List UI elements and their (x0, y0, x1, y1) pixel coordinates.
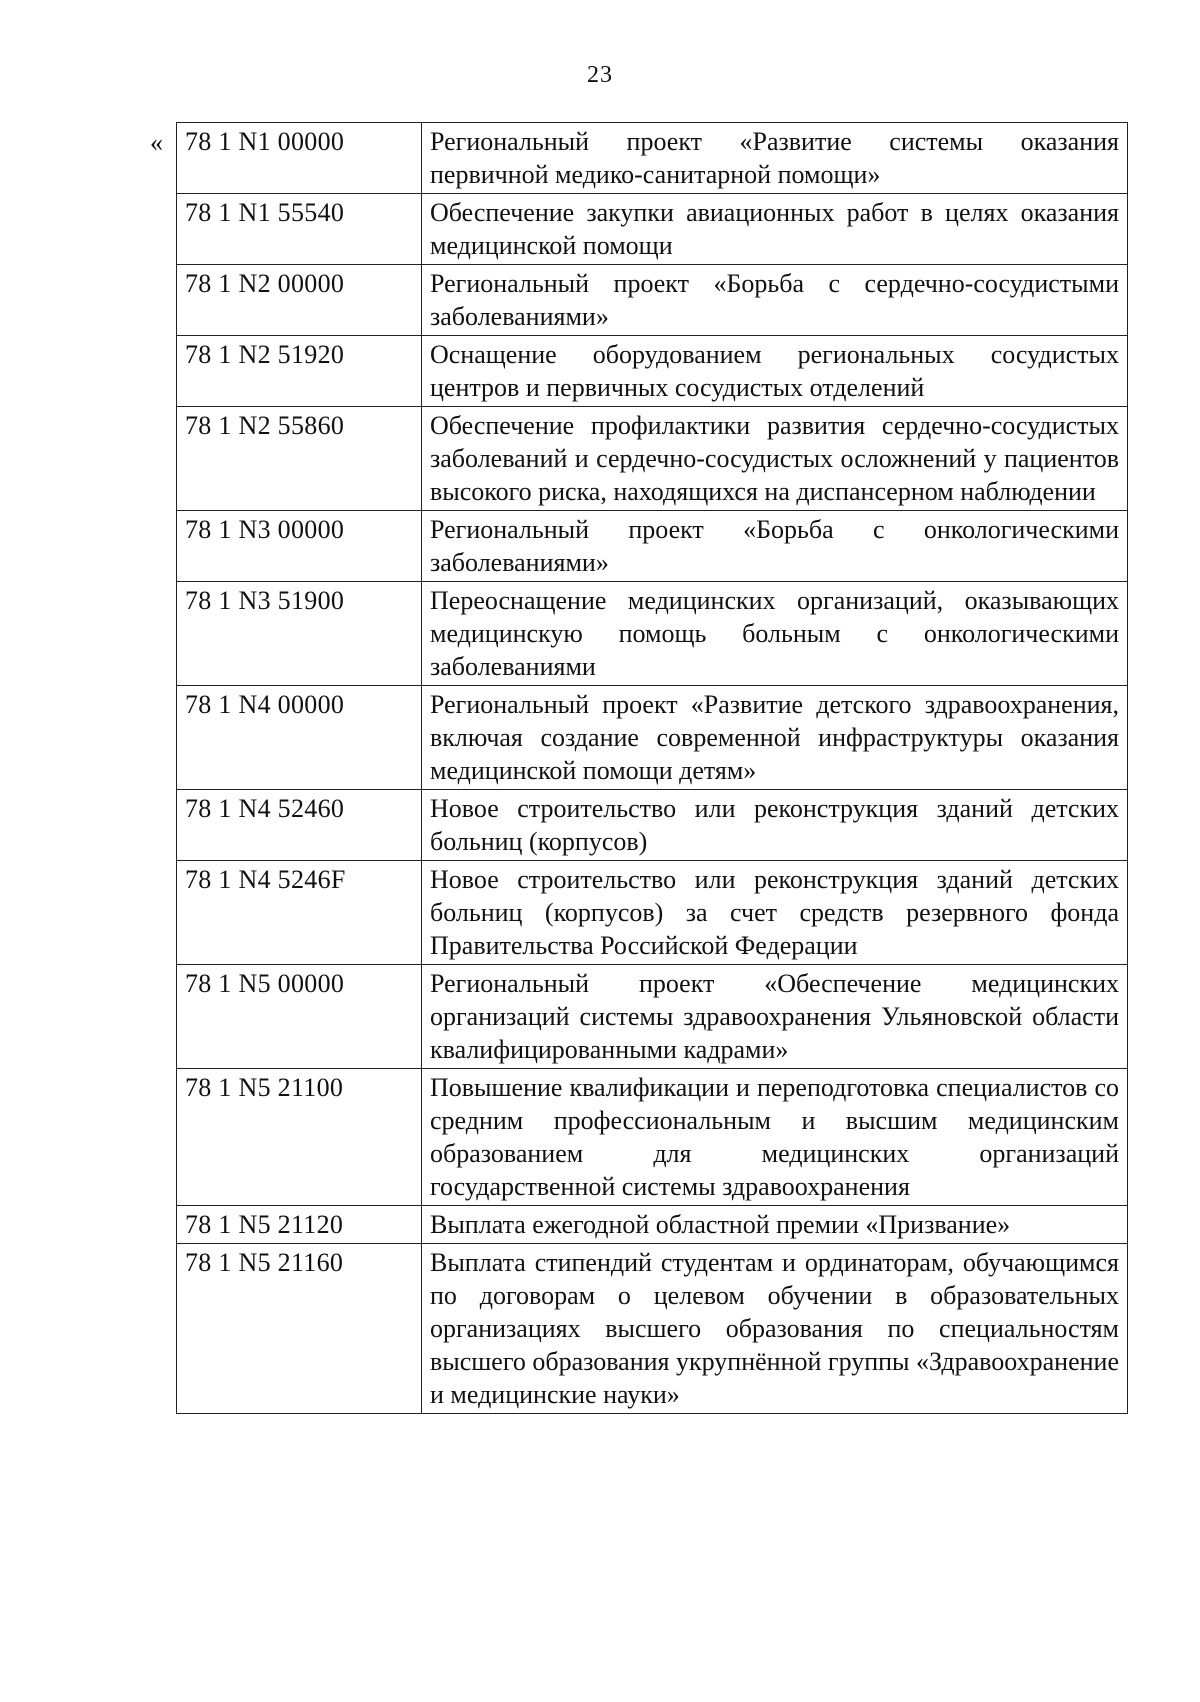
opening-quote-mark: « (150, 128, 163, 157)
classification-name: Выплата стипендий студентам и ординаторам, обучающимся по договорам о целевом обучении в образовательных организациях высшего образования по специальностям высшего образования укрупнённой группы «Здравоохранение и медицинские науки» (422, 1244, 1128, 1414)
budget-classification-table (176, 122, 1128, 1414)
classification-name: Региональный проект «Борьба с онкологическими заболеваниями» (422, 511, 1128, 582)
classification-code: 78 1 N4 52460 (177, 790, 422, 861)
classification-name: Региональный проект «Борьба с сердечно-сосудистыми заболеваниями» (422, 265, 1128, 336)
table-row (177, 861, 1128, 965)
classification-code: 78 1 N3 00000 (177, 511, 422, 582)
classification-code: 78 1 N3 51900 (177, 582, 422, 686)
classification-name: Региональный проект «Развитие системы оказания первичной медико-санитарной помощи» (422, 123, 1128, 194)
table-row (177, 1069, 1128, 1206)
classification-code: 78 1 N5 21100 (177, 1069, 422, 1206)
classification-name: Обеспечение профилактики развития сердечно-сосудистых заболеваний и сердечно-сосудистых осложнений у пациентов высокого риска, находящихся на диспансерном наблюдении (422, 407, 1128, 511)
classification-name: Переоснащение медицинских организаций, оказывающих медицинскую помощь больным с онкологическими заболеваниями (422, 582, 1128, 686)
table-row (177, 965, 1128, 1069)
table-row (177, 194, 1128, 265)
classification-code: 78 1 N2 55860 (177, 407, 422, 511)
table-row (177, 511, 1128, 582)
classification-name: Региональный проект «Обеспечение медицинских организаций системы здравоохранения Ульяновской области квалифицированными кадрами» (422, 965, 1128, 1069)
classification-code: 78 1 N5 00000 (177, 965, 422, 1069)
table-row (177, 790, 1128, 861)
table-row (177, 336, 1128, 407)
classification-code: 78 1 N5 21120 (177, 1206, 422, 1244)
classification-name: Обеспечение закупки авиационных работ в целях оказания медицинской помощи (422, 194, 1128, 265)
table-row (177, 407, 1128, 511)
table-row (177, 582, 1128, 686)
classification-name: Региональный проект «Развитие детского здравоохранения, включая создание современной инфраструктуры оказания медицинской помощи детям» (422, 686, 1128, 790)
classification-name: Новое строительство или реконструкция зданий детских больниц (корпусов) за счет средств резервного фонда Правительства Российской Федерации (422, 861, 1128, 965)
classification-name: Новое строительство или реконструкция зданий детских больниц (корпусов) (422, 790, 1128, 861)
table-row (177, 686, 1128, 790)
table-row (177, 265, 1128, 336)
classification-code: 78 1 N4 00000 (177, 686, 422, 790)
table-row (177, 1244, 1128, 1414)
classification-name: Выплата ежегодной областной премии «Призвание» (422, 1206, 1128, 1244)
classification-code: 78 1 N1 55540 (177, 194, 422, 265)
classification-name: Оснащение оборудованием региональных сосудистых центров и первичных сосудистых отделений (422, 336, 1128, 407)
classification-code: 78 1 N2 00000 (177, 265, 422, 336)
table-row (177, 1206, 1128, 1244)
page-number: 23 (587, 62, 613, 88)
classification-code: 78 1 N4 5246F (177, 861, 422, 965)
classification-code: 78 1 N2 51920 (177, 336, 422, 407)
classification-code: 78 1 N1 00000 (177, 123, 422, 194)
table-row (177, 123, 1128, 194)
classification-name: Повышение квалификации и переподготовка специалистов со средним профессиональным и высшим медицинским образованием для медицинских организаций государственной системы здравоохранения (422, 1069, 1128, 1206)
classification-code: 78 1 N5 21160 (177, 1244, 422, 1414)
